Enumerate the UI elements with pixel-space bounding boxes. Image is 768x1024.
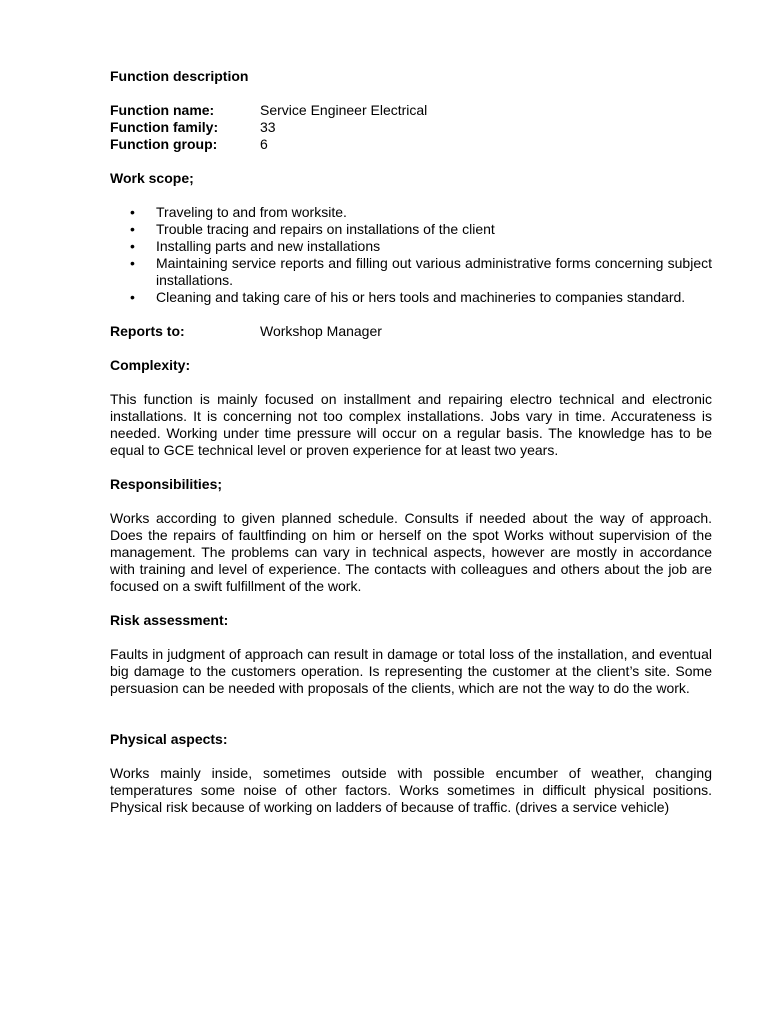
field-label: Function family: <box>110 119 219 135</box>
responsibilities-heading: Responsibilities; <box>110 476 223 492</box>
function-fields <box>110 102 712 153</box>
work-scope-list <box>110 204 712 306</box>
risk-assessment-heading: Risk assessment: <box>110 612 229 628</box>
document-page <box>110 68 712 816</box>
list-item <box>110 221 712 238</box>
reports-to-value: Workshop Manager <box>260 323 382 339</box>
field-label: Function group: <box>110 136 218 152</box>
list-item <box>110 255 712 289</box>
bullet-icon: • <box>130 204 135 220</box>
spacer <box>110 153 712 170</box>
field-label: Function name: <box>110 102 215 118</box>
field-row-function-name <box>110 102 712 119</box>
spacer <box>110 629 712 646</box>
spacer <box>110 85 712 102</box>
spacer <box>110 493 712 510</box>
spacer <box>110 748 712 765</box>
bullet-icon: • <box>130 289 135 305</box>
list-item-text: Cleaning and taking care of his or hers tools and machineries to companies standard. <box>156 289 686 305</box>
bullet-icon: • <box>130 221 135 237</box>
bullet-icon: • <box>130 255 135 271</box>
risk-assessment-text: Faults in judgment of approach can result in damage or total loss of the installation, and eventual big damage to the customers operation. Is representing the customer at the client’s site. Some persuasion can be needed with proposals of the clients, which are not the way to do the work. <box>110 646 712 696</box>
bullet-icon: • <box>130 238 135 254</box>
reports-to-row <box>110 323 712 340</box>
physical-aspects-text: Works mainly inside, sometimes outside with possible encumber of weather, changing temperatures some noise of other factors. Works sometimes in difficult physical positions. Physical risk because of working on ladders of because of traffic. (drives a service vehicle) <box>110 765 712 815</box>
responsibilities-text: Works according to given planned schedule. Consults if needed about the way of approach. Does the repairs of faultfinding on him or herself on the spot Works without supervision of the management. The problems can vary in technical aspects, however are mostly in accordance with training and level of experience. The contacts with colleagues and others about the job are focused on a swift fulfillment of the work. <box>110 510 712 594</box>
field-row-function-family <box>110 119 712 136</box>
list-item <box>110 238 712 255</box>
list-item-text: Installing parts and new installations <box>156 238 381 254</box>
list-item-text: Maintaining service reports and filling out various administrative forms concerning subject installations. <box>156 255 712 288</box>
work-scope-heading: Work scope; <box>110 170 194 186</box>
spacer <box>110 306 712 323</box>
spacer <box>110 374 712 391</box>
field-value: Service Engineer Electrical <box>260 102 428 118</box>
spacer <box>110 697 712 731</box>
reports-to-label: Reports to: <box>110 323 185 339</box>
spacer <box>110 187 712 204</box>
spacer <box>110 340 712 357</box>
complexity-text: This function is mainly focused on installment and repairing electro technical and electronic installations. It is concerning not too complex installations. Jobs vary in time. Accurateness is needed. Working under time pressure will occur on a regular basis. The knowledge has to be equal to GCE technical level or proven experience for at least two years. <box>110 391 712 458</box>
complexity-heading: Complexity: <box>110 357 191 373</box>
list-item <box>110 204 712 221</box>
list-item-text: Trouble tracing and repairs on installations of the client <box>156 221 495 237</box>
spacer <box>110 459 712 476</box>
spacer <box>110 595 712 612</box>
document-title: Function description <box>110 68 249 84</box>
list-item <box>110 289 712 306</box>
field-row-function-group <box>110 136 712 153</box>
field-value: 6 <box>260 136 268 152</box>
list-item-text: Traveling to and from worksite. <box>156 204 347 220</box>
field-value: 33 <box>260 119 276 135</box>
physical-aspects-heading: Physical aspects: <box>110 731 228 747</box>
